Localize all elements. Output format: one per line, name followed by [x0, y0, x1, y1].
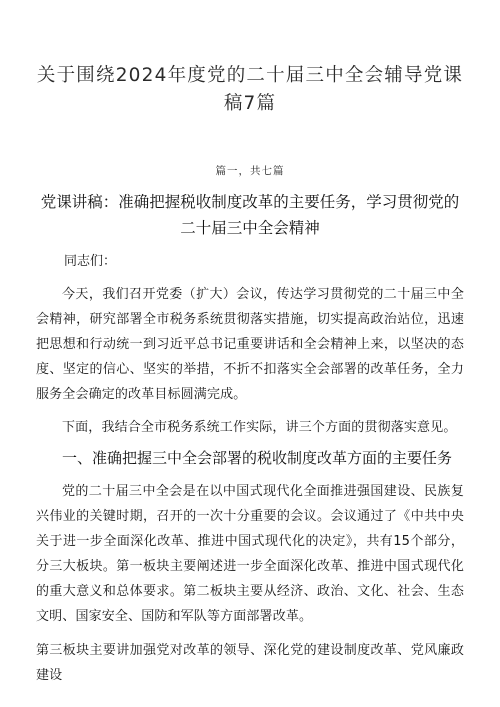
body-paragraph-1: 今天，我们召开党委（扩大）会议，传达学习贯彻党的二十届三中全会精神，研究部署全市税务系统贯彻落实措施，切实提高政治站位，迅速把思想和行动统一到习近平总书记重要讲话和全会精神上来，以坚决的态度、坚定的信心、坚实的举措，不折不扣落实全会部署的改革任务，全力服务全会确定的改革目标圆满完成。 — [36, 287, 464, 402]
section-paragraph-1: 党的二十届三中全会是在以中国式现代化全面推进强国建设、民族复兴伟业的关键时期，召开的一次十分重要的会议。会议通过了《中共中央关于进一步全面深化改革、推进中国式现代化的决定》，共有15个部分，分三大板块。第一板块主要阐述进一步全面深化改革、推进中国式现代化的重大意义和总体要求。第二板块主要从经济、政治、文化、社会、生态文明、国家安全、国防和军队等方面部署改革。 — [36, 484, 464, 624]
part-label: 篇一，共七篇 — [215, 165, 285, 177]
lecture-title-text: 党课讲稿：准确把握税收制度改革的主要任务，学习贯彻党的二十届三中全会精神 — [40, 193, 460, 237]
body-paragraph-2: 下面，我结合全市税务系统工作实际，讲三个方面的贯彻落实意见。 — [62, 420, 457, 435]
document-title: 关于围绕2024年度党的二十届三中全会辅导党课稿7篇 — [36, 65, 464, 114]
greeting: 同志们： — [64, 254, 117, 269]
section-heading: 一、准确把握三中全会部署的税收制度改革方面的主要任务 — [62, 449, 453, 467]
lecture-title — [36, 189, 464, 241]
section-paragraph-2: 第三板块主要讲加强党对改革的领导、深化党的建设制度改革、党风廉政建设 — [36, 643, 464, 683]
